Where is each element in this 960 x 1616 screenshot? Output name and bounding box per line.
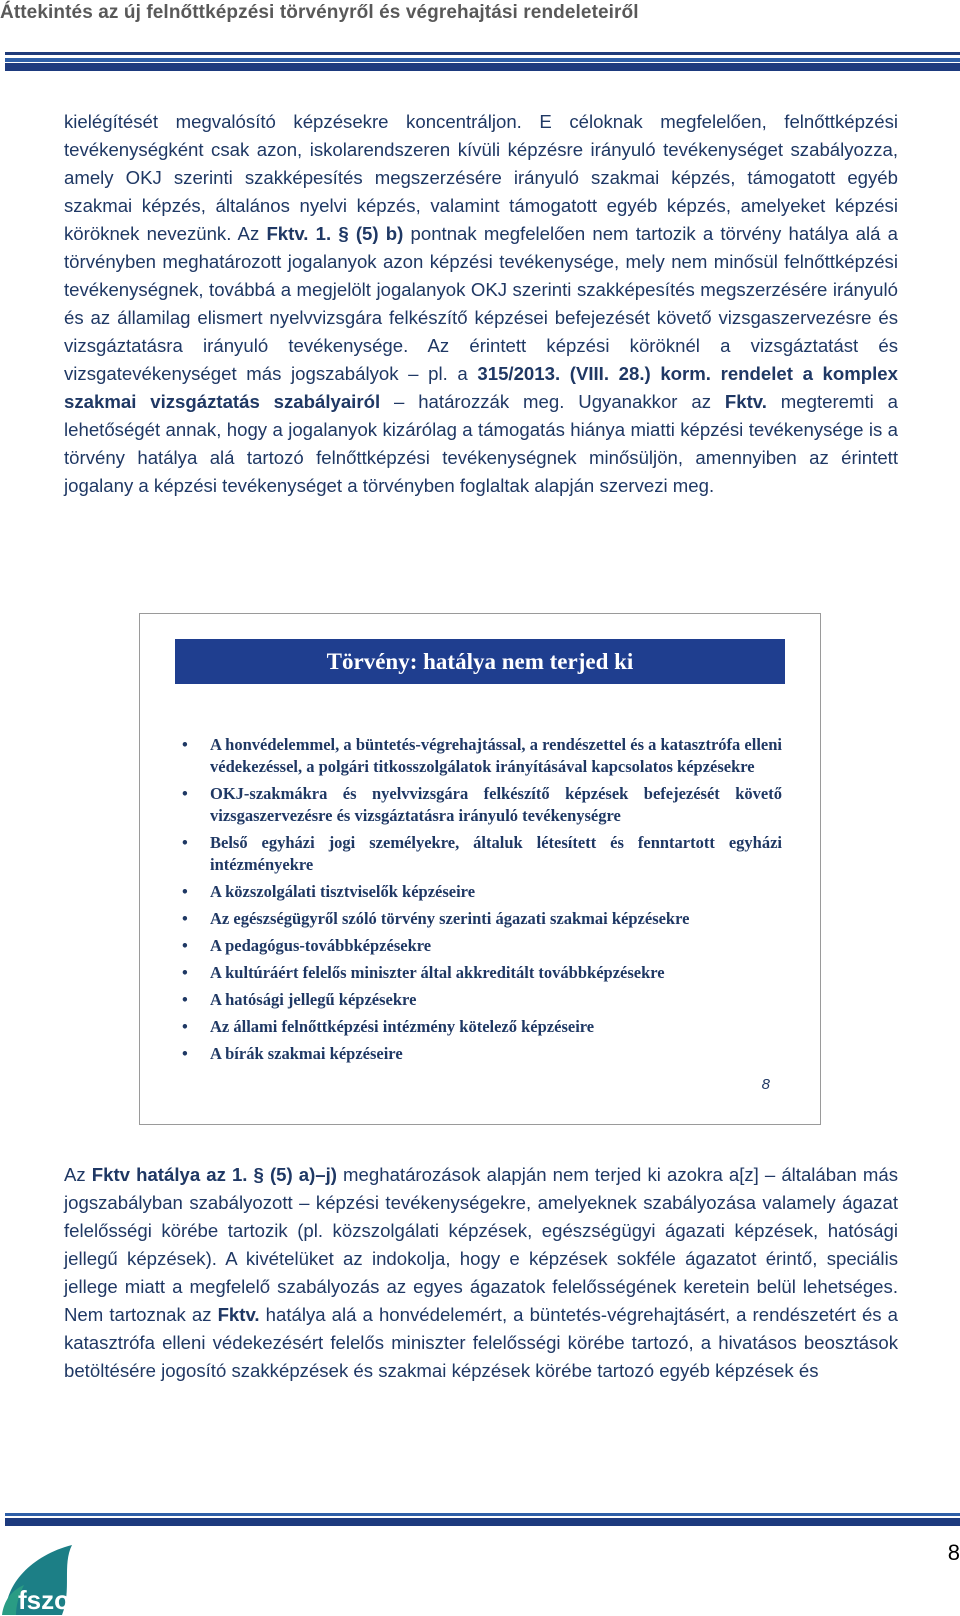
paragraph-text: hatálya alá a honvédelemért, a büntetés-végrehajtásért, a rendészetért és a katasztrófa elleni védekezésért felelős miniszter felelősségi körébe tartozó, a hivatásos beosztások betöltésére jogosító szakképzések és szakmai képzések körébe tartozó egyéb képzések és xyxy=(64,1304,898,1381)
slide-title: Törvény: hatálya nem terjed ki xyxy=(326,648,634,674)
page-header-title: Áttekintés az új felnőttképzési törvényről és végrehajtási rendeleteiről xyxy=(0,2,639,23)
paragraph-text: Az xyxy=(64,1164,92,1185)
bullet-icon: • xyxy=(182,833,188,852)
bullet-icon: • xyxy=(182,963,188,982)
header-rule-thick xyxy=(5,63,960,71)
slide-item-text: OKJ-szakmákra és nyelvvizsgára felkészítő képzések befejezését követő vizsgaszervezésre és vizsgáztatásra irányuló tevékenységre xyxy=(210,784,782,825)
bullet-icon: • xyxy=(182,735,188,754)
slide-list-item xyxy=(182,881,782,903)
slide-list-item xyxy=(182,1016,782,1038)
slide-list-item xyxy=(182,989,782,1011)
bullet-icon: • xyxy=(182,936,188,955)
paragraph-text: kielégítését megvalósító képzésekre koncentráljon. E céloknak megfelelően, felnőttképzési tevékenységként csak azon, iskolarendszeren kívüli képzésre irányuló tevékenységet szabályozza, amely OKJ szerinti szakképesítés megszerzésére irányuló szakmai képzés, támogatott egyéb szakmai képzés, általános nyelvi képzés, valamint támogatott egyéb képzés, amelyeket képzési köröknek nevezünk. Az xyxy=(64,111,898,244)
slide-list-item xyxy=(182,783,782,827)
bullet-icon: • xyxy=(182,784,188,803)
slide-list-item xyxy=(182,908,782,930)
svg-text:fszoe: fszoe xyxy=(18,1585,85,1615)
law-reference: Fktv hatálya az 1. § (5) a)–j) xyxy=(91,1164,337,1185)
footer-rule-thin xyxy=(5,1513,960,1516)
paragraph-text: meghatározások alapján nem terjed ki azokra a[z] – általában más jogszabályban szabályozott – képzési tevékenységekre, amelyeknek szabályozása valamely ágazat felelősségi körébe tartozik (pl. közszolgálati képzések, egészségügyi ágazati képzések, hatósági jellegű képzések). A kivételüket az indokolja, hogy e képzések sokféle ágazatot érintő, speciális jellege miatt a megfelelő szabályozás az egyes ágazatok felelősségének keretein belül lehetséges. Nem tartoznak az xyxy=(64,1164,898,1325)
slide-list-item xyxy=(182,734,782,778)
body-paragraph-1 xyxy=(64,108,898,500)
slide-list-item xyxy=(182,962,782,984)
embedded-slide xyxy=(139,613,821,1125)
bullet-icon: • xyxy=(182,882,188,901)
bullet-icon: • xyxy=(182,990,188,1009)
body-paragraph-2 xyxy=(64,1161,898,1385)
law-reference: Fktv. xyxy=(724,391,767,412)
slide-item-text: Belső egyházi jogi személyekre, általuk létesített és fenntartott egyházi intézményekre xyxy=(210,833,782,874)
header-rule-thin xyxy=(5,52,960,55)
slide-title-bar xyxy=(175,639,785,684)
paragraph-text: megteremti a lehetőségét annak, hogy a jogalanyok kizárólag a támogatás hiánya miatti képzési tevékenysége is a törvény hatálya alá tartozó felnőttképzési tevékenységnek minősüljön, amennyiben az érintett jogalany a képzési tevékenységet a törvényben foglaltak alapján szervezi meg. xyxy=(64,391,898,496)
bullet-icon: • xyxy=(182,909,188,928)
slide-item-text: Az állami felnőttképzési intézmény kötelező képzéseire xyxy=(210,1017,595,1036)
slide-item-text: A honvédelemmel, a büntetés-végrehajtással, a rendészettel és a katasztrófa elleni védekezéssel, a polgári titkosszolgálatok irányításával kapcsolatos képzésekre xyxy=(210,735,782,776)
slide-page-number: 8 xyxy=(761,1076,770,1093)
header-rule-middle xyxy=(5,58,960,62)
slide-item-text: A hatósági jellegű képzésekre xyxy=(210,990,417,1009)
bullet-icon: • xyxy=(182,1044,188,1063)
footer-rule-thick xyxy=(5,1518,960,1526)
law-reference: Fktv. 1. § (5) b) xyxy=(266,223,404,244)
slide-item-text: A bírák szakmai képzéseire xyxy=(210,1044,403,1063)
decree-reference: 315/2013. (VIII. 28.) korm. rendelet a komplex szakmai vizsgáztatás szabályairól xyxy=(64,363,898,412)
page-number: 8 xyxy=(947,1540,960,1565)
law-reference: Fktv. xyxy=(217,1304,260,1325)
paragraph-text: – határozzák meg. Ugyanakkor az xyxy=(380,391,725,412)
paragraph-text: pontnak megfelelően nem tartozik a törvény hatálya alá a törvényben meghatározott jogalanyok azon képzési tevékenysége, mely nem minősül felnőttképzési tevékenységnek, továbbá a megjelölt jogalanyok OKJ szerinti szakképesítés megszerzésére irányuló és az államilag elismert nyelvvizsgára felkészítő képzései befejezését követő vizsgaszervezésre és vizsgáztatásra irányuló tevékenysége. Az érintett képzési köröknél a vizsgáztatást és vizsgatevékenységet más jogszabályok – pl. a xyxy=(64,223,898,384)
slide-item-text: A kultúráért felelős miniszter által akkreditált továbbképzésekre xyxy=(210,963,665,982)
fszoe-logo-icon xyxy=(2,1545,94,1615)
bullet-icon: • xyxy=(182,1017,188,1036)
slide-item-text: A közszolgálati tisztviselők képzéseire xyxy=(210,882,476,901)
slide-list-item xyxy=(182,832,782,876)
slide-item-text: Az egészségügyről szóló törvény szerinti ágazati szakmai képzésekre xyxy=(210,909,690,928)
slide-list-item xyxy=(182,935,782,957)
slide-item-text: A pedagógus-továbbképzésekre xyxy=(210,936,432,955)
slide-list-item xyxy=(182,1043,782,1065)
slide-bullet-list xyxy=(182,734,782,1070)
